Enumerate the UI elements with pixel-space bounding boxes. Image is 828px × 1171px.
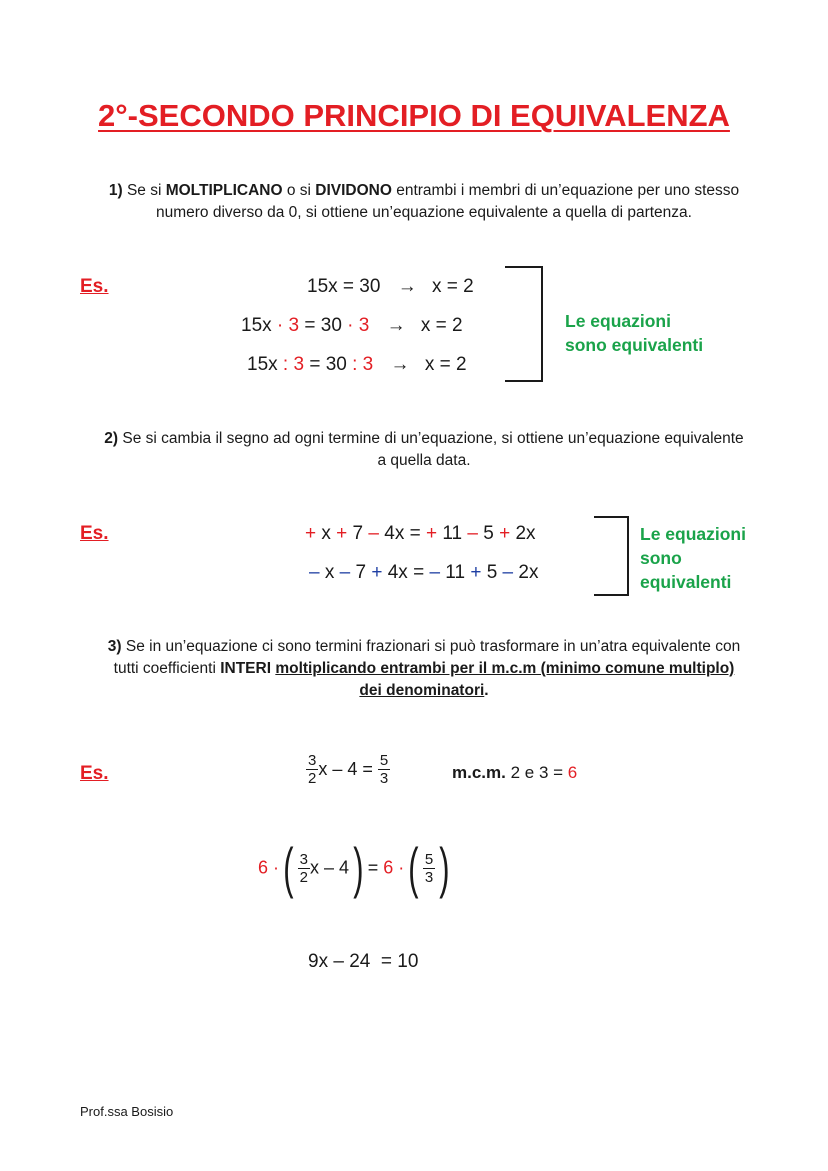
rule-3 [60,636,788,702]
equation-1a: 15x = 30 → x = 2 [307,276,474,297]
arrow-icon: → [390,354,410,375]
rule-3-line-2: tutti coefficienti INTERI moltiplicando entrambi per il m.c.m (minimo comune multiplo) [113,660,735,677]
example-label-2: Es. [80,523,109,544]
bracket [505,266,543,382]
rule-2-line-1: 2) Se si cambia il segno ad ogni termine di un’equazione, si ottiene un’equazione equivalente [104,430,744,447]
footer-author: Prof.ssa Bosisio [80,1104,174,1119]
equation-1c: 15x : 3 = 30 : 3 → x = 2 [247,354,467,375]
note-equivalent-1: Le equazioni sono equivalenti [565,311,704,355]
arrow-icon: → [386,315,406,336]
equation-2a: + x + 7 – 4x = + 11 – 5 + 2x [305,523,536,544]
equation-3b: 6 ·( $\frac{3}{2}$ x – 4) = 6 ·( $\frac{5}{3}$ ) [258,836,450,899]
fraction: $\frac{3}{2}$ [299,850,309,886]
rule-3-line-3: dei denominatori. [359,682,489,699]
arrow-icon: → [397,276,417,297]
rule-3-line-1: 3) Se in un’equazione ci sono termini frazionari si può trasformare in un’atra equivalente con [107,638,741,655]
equation-1b: 15x · 3 = 30 · 3 → x = 2 [241,315,463,336]
rule-2-line-2: a quella data. [377,452,471,469]
equation-3c: 9x – 24 = 10 [308,951,419,972]
fraction: $\frac{5}{3}$ [424,850,434,886]
left-paren: ( [283,836,294,899]
bracket [594,516,629,596]
equation-3a: $\frac{3}{2}$ x – 4 = $\frac{5}{3}$ [308,752,389,787]
note-equivalent-2: Le equazioni sono equivalenti [640,524,746,592]
rule-2 [60,428,788,472]
mcm-label: m.c.m. 2 e 3 = 6 [452,763,578,782]
left-paren: ( [408,836,419,899]
page-title: 2°-SECONDO PRINCIPIO DI EQUIVALENZA [98,98,730,133]
right-paren: ) [439,836,450,899]
rule-1-line-2: numero diverso da 0, si ottiene un’equazione equivalente a quella di partenza. [156,204,692,221]
equation-2b: – x – 7 + 4x = – 11 + 5 – 2x [309,562,539,583]
example-label-3: Es. [80,763,109,784]
right-paren: ) [353,836,364,899]
rule-1 [60,180,788,224]
fraction: $\frac{5}{3}$ [379,752,389,787]
rule-1-line-1: 1) Se si MOLTIPLICANO o si DIVIDONO entrambi i membri di un’equazione per uno stesso [108,182,740,199]
fraction: $\frac{3}{2}$ [308,752,317,787]
example-label-1: Es. [80,276,109,297]
